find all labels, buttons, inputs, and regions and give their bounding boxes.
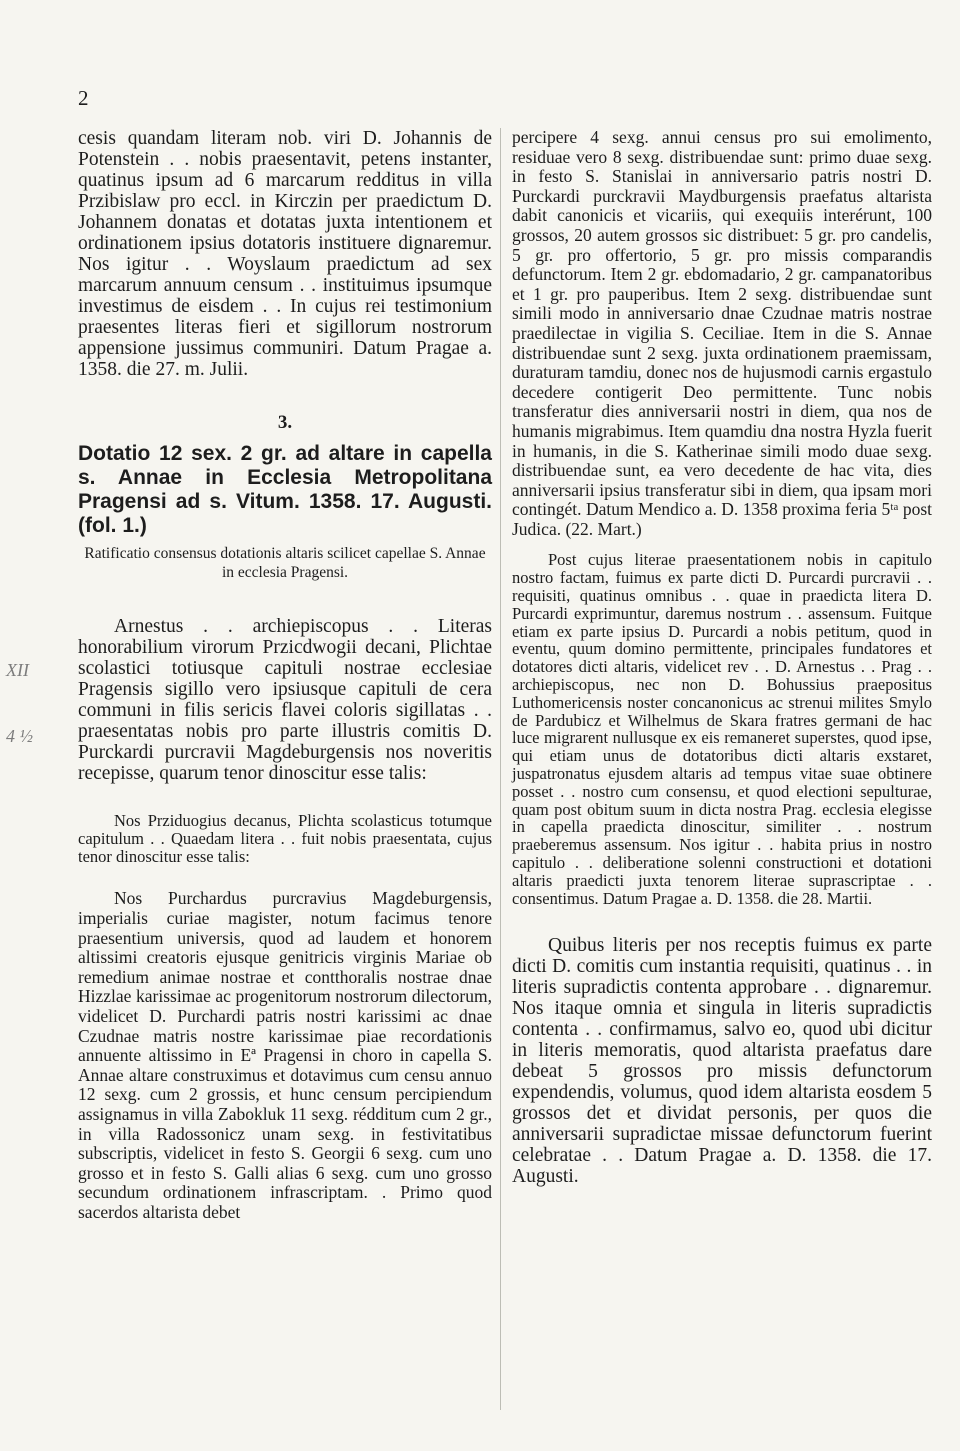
- margin-note-1: XII: [6, 660, 29, 680]
- column-divider: [500, 128, 501, 1410]
- right-column: [512, 128, 932, 1187]
- intro-paragraph: cesis quandam literam nob. viri D. Johannis de Potenstein . . nobis praesentavit, petens instanter, quatinus ipsum ad 6 marcarum redditus in villa Przibislaw pro eccl. in Kirczin per praedictum D. Johannem donatas et dotatas juxta intentionem et ordinationem ipsius dotatoris instituere dignaremur. Nos igitur . . Woyslaum praedictum ad sex marcarum annuum censum . . instituimus ipsumque investimus de eisdem . . In cujus rei testimonium praesentes literas fieri et sigillorum nostrorum appensione jussimus communiri. Datum Pragae a. 1358. die 27. m. Julii.: [78, 128, 492, 380]
- paragraph-quibus: Quibus literis per nos receptis fuimus ex parte dicti D. comitis cum instantia requisiti, quatinus . . in literis supradictis contenta approbare . . dignaremur. Nos itaque omnia et singula in literis supradictis contenta . . confirmamus, salvo eo, quod ubi dicitur in literis memoratis, quod altarista praefatus dare debeat 5 grossos pro missis defunctorum expendendis, volumus, quod idem altarista eosdem 5 grossos det et dividat personis, per quos die anniversarii supradictae missae defunctorum fuerint celebratae . . Datum Pragae a. D. 1358. die 17. Augusti.: [512, 935, 932, 1188]
- margin-note-2: 4 ½: [6, 726, 33, 746]
- paragraph-przidogius: Nos Prziduogius decanus, Plichta scolasticus totumque capitulum . . Quaedam litera . . fuit nobis praesentata, cujus tenor dinoscitur esse talis:: [78, 811, 492, 866]
- section-number: 3.: [277, 412, 293, 433]
- document-title: Dotatio 12 sex. 2 gr. ad altare in capella s. Annae in Ecclesia Metropolitana Pragensi ad s. Vitum. 1358. 17. Augusti. (fol. 1.): [78, 442, 492, 537]
- paragraph-post-cujus: Post cujus literae praesentationem nobis in capitulo nostro factam, fuimus ex parte dicti D. Purcardi purcravii . . requisiti, quatinus omnibus . . quae in praedicta litera D. Purcardi exprimuntur, daremus nostrum . . assensum. Fuitque etiam ex parte ipsius D. Purcardi a nobis petitum, quod in eventu, quum domino permittente, principales fundatores et dotatores dicti altaris, videlicet rev . . D. Arnestus . . Prag . . archiepiscopus, nec non D. Bohussius praepositus Luthomericensis noster concanonicus ac strenui milites Smylo de Pardubicz et Wilhelmus de Skara fratres germani de hac luce migrarent nullusque ex eis remaneret superstes, quod ipse, qui etiam unus de dotatoribus dicti altaris exstaret, juspatronatus ejusdem altaris ad tempus vitae suae obtinere posset . . nostro cum consensu, et quod electioni sepulturae, quam post obitum suum in dicta nostra Prag. ecclesia elegisse in capella praedicta dinoscitur, similiter . . nostrum praeberemus assensum. Nos igitur . . habita prius in nostro capitulo . . deliberatione solenni constructioni et dotationi altaris praedicti juxta tenorem literae suprascriptae . . consentimus. Datum Pragae a. D. 1358. die 28. Martii.: [512, 550, 932, 908]
- left-column: [78, 128, 492, 1222]
- page-number: 2: [78, 86, 89, 110]
- paragraph-arnestus: Arnestus . . archiepiscopus . . Literas honorabilium virorum Przicdwogii decani, Plichtae scolastici totiusque capituli nostrae ecclesiae Pragensis sigillo vero ipsiusque capituli de cera communi in filis sericis flavei coloris sigillatas . . praesentatas nobis pro parte illustris comitis D. Purckardi purcravii Magdeburgensis nos noveritis recepisse, quarum tenor dinoscitur esse talis:: [78, 616, 492, 784]
- document-subtitle: Ratificatio consensus dotationis altaris scilicet capellae S. Annae in ecclesia Pragensi.: [84, 545, 486, 581]
- paragraph-purchardus: Nos Purchardus purcravius Magdeburgensis, imperialis curiae magister, notum facimus tenore praesentium universis, quod ad laudem et honorem altissimi creatoris ejusque genitricis virginis Mariae ob remedium animae nostrae et contthoralis nostrae dnae Hizzlae karissimae ac progenitorum nostrorum dilectorum, videlicet D. Purchardi patris nostri karissimi ac dnae Czudnae matris nostre karissimae piae recordationis annuente altissimo in Eª Pragensi in choro in capella S. Annae altare construximus et dotavimus cum censu annuo 12 sexg. cum 2 grossis, et hunc censum percipiendum assignamus in villa Zabokluk 11 sexg. rédditum cum 2 gr., in villa Radossonicz unam sexg. in festivitatibus subscriptis, videlicet in festo S. Georgii 6 sexg. cum uno grosso et in festo S. Galli alias 6 sexg. cum uno grosso secundum ordinationem infrascriptam. . Primo quod sacerdos altarista debet: [78, 888, 492, 1222]
- paragraph-percipere: percipere 4 sexg. annui census pro sui emolimento, residuae vero 8 sexg. distribuendae sunt: primo duae sexg. in festo S. Stanislai in anniversario patris nostri D. Purckardi purckravii Maydburgensis praefatus altarista dabit canonicis et vicariis, qui exequiis interérunt, 100 grossos, 20 autem grossos sic distribuet: 5 gr. pro candelis, 5 gr. pro offertorio, 5 gr. pro missis comparandis defunctorum. Item 2 gr. ebdomadario, 2 gr. campanatoribus et 1 gr. pro pauperibus. Item 2 sexg. distribuendae sunt simili modo in anniversario dnae Czudnae matris nostrae praedilectae in vigilia S. Ceciliae. Item in die S. Annae distribuendae sunt 2 sexg. juxta ordinationem praemissam, duraturam tamdiu, donec nos de hujusmodi carnis ergastulo decedere contigerit Deo permittente. Tunc nobis transferatur dies anniversarii nostri in diem, qua nos de humanis migrabimus. Item quamdiu dna nostra Hyzla fuerit in humanis, in die S. Katherinae simili modo duae sexg. distribuendae sunt, ea vero decedente de hac vita, dies anniversarii ipsius transferatur sibi in diem, qua ipsam mori contingét. Datum Mendico a. D. 1358 proxima feria 5ᵗᵃ post Judica. (22. Mart.): [512, 127, 932, 539]
